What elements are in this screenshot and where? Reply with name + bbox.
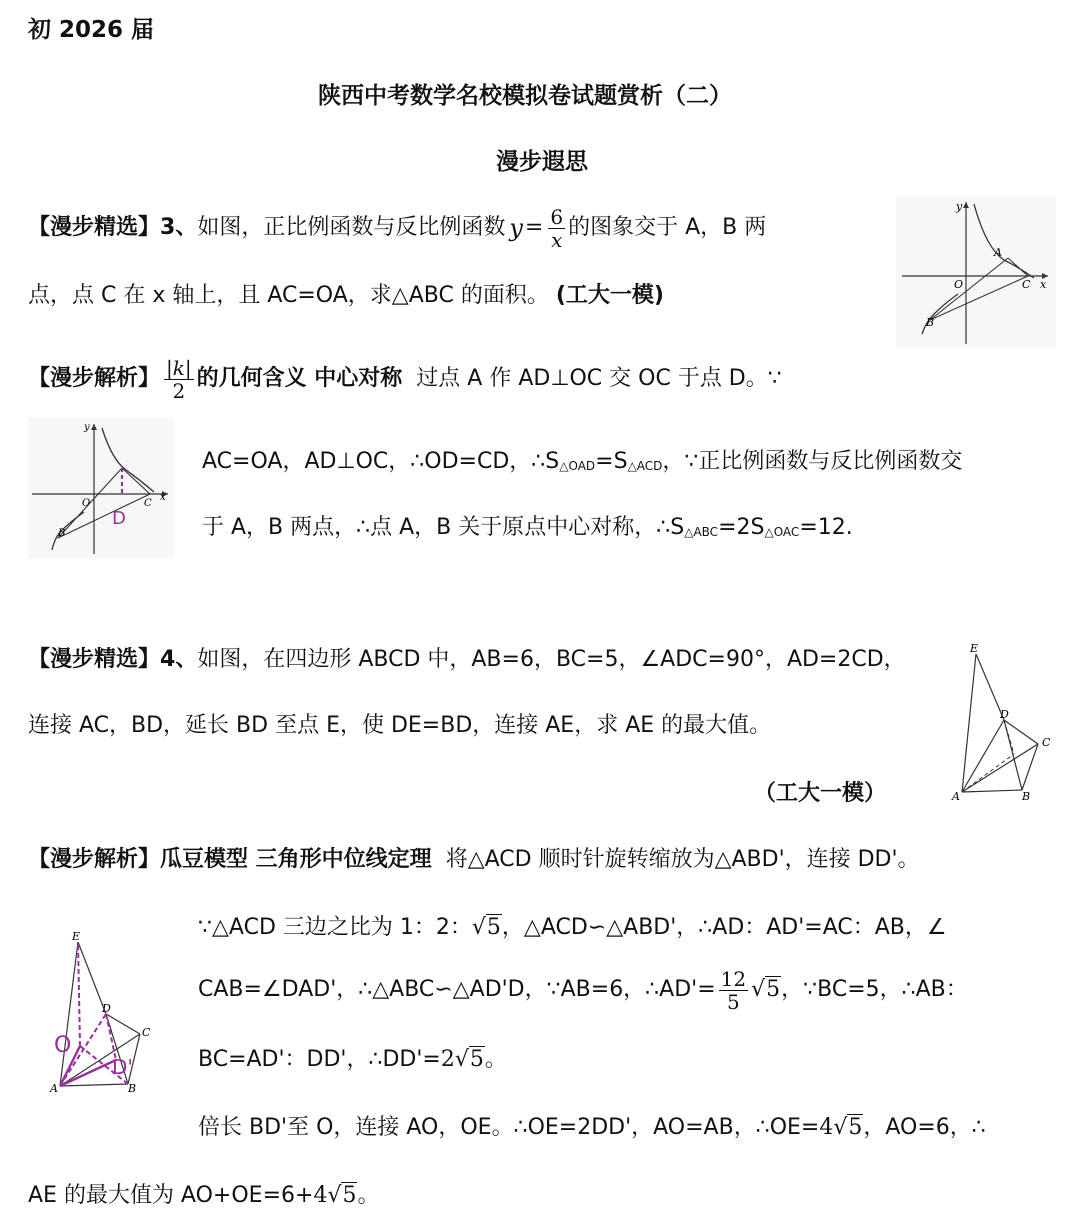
- q4-line1-text: 如图，在四边形 ABCD 中，AB=6，BC=5，∠ADC=90°，AD=2CD，: [197, 647, 906, 672]
- s4-sqrt5-d: √5: [833, 1115, 863, 1140]
- s4-sqrt5-c: √5: [454, 1047, 484, 1072]
- s4-coef-2: 2: [440, 1047, 455, 1072]
- q3-line1: [28, 202, 766, 254]
- s4-l3-a: CAB=∠DAD'，∴△ABC∽△AD'D，∵AB=6，∴AD'=: [198, 977, 716, 1002]
- s4-radicand-d: 5: [848, 1115, 863, 1140]
- s4-sqrt5-a: √5: [471, 915, 501, 940]
- s4-l6-b: 。: [357, 1183, 380, 1208]
- s3-two: 2: [164, 379, 194, 402]
- fig2-label-b: B: [58, 528, 66, 539]
- q3-frac-num: 6: [550, 204, 564, 229]
- s3-text-a: 过点 A 作 AD⊥OC 交 OC 于点 D。∵: [416, 366, 782, 391]
- s3-line2-a: AC=OA，AD⊥OC，∴OD=CD，∴S: [202, 449, 560, 474]
- s3-line3-b: =12.: [799, 515, 853, 540]
- q3-number: 3、: [160, 215, 198, 240]
- s4-fraction-12-5: [719, 968, 748, 1013]
- s4-line3: [198, 962, 968, 1018]
- s3-line2-b: ，∵正比例函数与反比例函数交: [662, 449, 963, 474]
- figure-s4-construction: [44, 928, 164, 1096]
- fig2-label-c: C: [144, 498, 152, 509]
- q4-number: 4、: [160, 647, 198, 672]
- q3-fraction: [548, 206, 565, 251]
- s4-line2: [198, 914, 947, 942]
- s3-tag: 【漫步解析】: [28, 366, 161, 391]
- s4-line5: [198, 1114, 986, 1142]
- fig4-label-a: A: [50, 1082, 58, 1095]
- fig4-label-b: B: [128, 1082, 137, 1095]
- s3-eq2: =2S: [718, 515, 765, 540]
- s3-fraction: [164, 357, 194, 402]
- fig1-label-b: B: [926, 316, 935, 329]
- figure-q3-graph: [896, 196, 1056, 348]
- s3-sub-acd: △ACD: [627, 459, 663, 473]
- s4-l6-a: AE 的最大值为 AO+OE=6+: [28, 1183, 314, 1208]
- fig1-label-c: C: [1022, 278, 1031, 291]
- fig3-label-d: D: [1000, 708, 1009, 721]
- s3-eq1: =S: [595, 449, 628, 474]
- q3-equals: =: [524, 215, 544, 240]
- s3-abs-k: |k|: [166, 355, 192, 380]
- s4-coef-4b: 4: [313, 1183, 328, 1208]
- fig2-label-d: D: [112, 508, 126, 529]
- s4-sqrt5-e: √5: [327, 1183, 357, 1208]
- fig3-label-e: E: [970, 642, 979, 655]
- fig2-label-o: O: [82, 498, 91, 509]
- s3-line2: [202, 448, 962, 480]
- fig4-label-dprime: D': [112, 1055, 133, 1079]
- s4-l5-a: 倍长 BD'至 O，连接 AO，OE。∴OE=2DD'，AO=AB，∴OE=: [198, 1115, 820, 1140]
- q3-source: (工大一模): [555, 283, 664, 308]
- s3-sub-abc: △ABC: [684, 525, 719, 539]
- s4-l3-b: ，∵BC=5，∴AB：: [781, 977, 968, 1002]
- s4-frac-den: 5: [719, 990, 748, 1013]
- s4-line4: [198, 1046, 507, 1074]
- fig4-label-o: O: [54, 1033, 72, 1058]
- q3-text-a: 如图，正比例函数与反比例函数: [197, 215, 506, 240]
- q3-y-var: y: [509, 214, 523, 242]
- s4-radicand-c: 5: [469, 1047, 484, 1072]
- grade-label: 初 2026 届: [28, 17, 155, 43]
- s4-keywords: 瓜豆模型 三角形中位线定理: [160, 847, 432, 872]
- s4-coef-4a: 4: [819, 1115, 834, 1140]
- q3-line2: [28, 282, 664, 310]
- fig1-label-x: x: [1040, 278, 1047, 291]
- s4-frac-num: 12: [720, 966, 747, 991]
- s3-sub-oac: △OAC: [764, 525, 800, 539]
- s4-radicand-b: 5: [766, 977, 781, 1002]
- fig4-label-d: D: [102, 1002, 111, 1015]
- s4-text-a: 将△ACD 顺时针旋转缩放为△ABD'，连接 DD'。: [445, 847, 920, 872]
- q4-tag: 【漫步精选】: [28, 647, 161, 672]
- s3-line1: [28, 344, 782, 414]
- fig3-label-a: A: [952, 790, 960, 803]
- figure-q4-quadrilateral: [940, 640, 1060, 808]
- fig4-label-e: E: [72, 930, 81, 943]
- page-title: 陕西中考数学名校模拟卷试题赏析（二）: [318, 83, 732, 109]
- s4-l5-b: ，AO=6，∴: [863, 1115, 986, 1140]
- s4-radicand-e: 5: [342, 1183, 357, 1208]
- s3-line3: [202, 514, 853, 546]
- fig3-label-c: C: [1042, 736, 1051, 749]
- q3-tag: 【漫步精选】: [28, 215, 161, 240]
- fig4-label-c: C: [142, 1026, 151, 1039]
- fig2-label-y: y: [84, 422, 90, 433]
- s3-keywords: 的几何含义 中心对称: [196, 366, 403, 391]
- s4-l2-b: ，△ACD∽△ABD'，∴AD：AD'=AC：AB，∠: [501, 915, 947, 940]
- q3-text-b: 的图象交于 A，B 两: [568, 215, 767, 240]
- s4-radicand-a: 5: [486, 915, 501, 940]
- s4-line1: [28, 846, 920, 874]
- fig1-label-a: A: [994, 246, 1002, 259]
- q4-line1: [28, 646, 906, 674]
- fig1-label-o: O: [954, 278, 964, 291]
- s3-line3-a: 于 A，B 两点，∴点 A，B 关于原点中心对称，∴S: [202, 515, 685, 540]
- s4-l2-a: ∵△ACD 三边之比为 1：2：: [198, 915, 472, 940]
- fig1-label-y: y: [956, 200, 963, 213]
- s4-line6: [28, 1182, 379, 1210]
- q4-source: （工大一模）: [754, 781, 887, 806]
- page-subtitle: 漫步遐思: [496, 149, 588, 175]
- s4-sqrt5-b: √5: [751, 977, 781, 1002]
- fig3-label-b: B: [1022, 790, 1031, 803]
- q3-frac-den: x: [548, 228, 565, 251]
- figure-s3-graph: [28, 418, 174, 558]
- q3-line2-text: 点，点 C 在 x 轴上，且 AC=OA，求△ABC 的面积。: [28, 283, 549, 308]
- q4-line2: 连接 AC，BD，延长 BD 至点 E，使 DE=BD，连接 AE，求 AE 的最大值。: [28, 713, 772, 738]
- s4-l4-a: BC=AD'：DD'，∴DD'=: [198, 1047, 441, 1072]
- s3-sub-oad: △OAD: [559, 459, 596, 473]
- s4-tag: 【漫步解析】: [28, 847, 161, 872]
- fig2-label-x: x: [160, 492, 166, 503]
- s4-l4-b: 。: [484, 1047, 507, 1072]
